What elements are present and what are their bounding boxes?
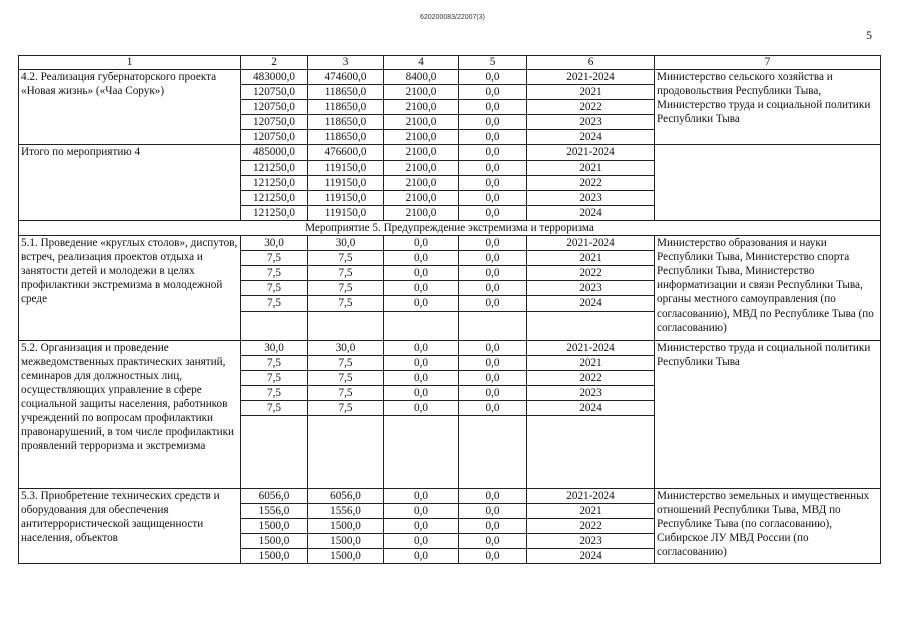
value-cell: 2021-2024 <box>527 145 655 160</box>
header-cell: 2 <box>241 56 308 70</box>
value-cell: 7,5 <box>308 281 384 296</box>
value-cell: 118650,0 <box>308 85 384 100</box>
empty-cell <box>384 415 459 488</box>
value-cell: 119150,0 <box>308 190 384 205</box>
value-cell: 2023 <box>527 190 655 205</box>
value-cell: 7,5 <box>308 355 384 370</box>
value-cell: 120750,0 <box>241 85 308 100</box>
value-cell: 2023 <box>527 115 655 130</box>
value-cell: 2024 <box>527 549 655 564</box>
value-cell: 2024 <box>527 296 655 311</box>
value-cell: 485000,0 <box>241 145 308 160</box>
value-cell: 483000,0 <box>241 70 308 85</box>
value-cell: 118650,0 <box>308 100 384 115</box>
value-cell: 7,5 <box>308 385 384 400</box>
value-cell: 0,0 <box>459 340 527 355</box>
header-cell: 6 <box>527 56 655 70</box>
value-cell: 121250,0 <box>241 205 308 220</box>
value-cell: 0,0 <box>459 266 527 281</box>
value-cell: 0,0 <box>384 296 459 311</box>
value-cell: 476600,0 <box>308 145 384 160</box>
value-cell: 121250,0 <box>241 190 308 205</box>
value-cell: 30,0 <box>241 340 308 355</box>
empty-cell <box>308 415 384 488</box>
value-cell: 2022 <box>527 266 655 281</box>
responsible-executors: Министерство труда и социальной политики Республики Тыва <box>655 340 881 488</box>
value-cell: 2021-2024 <box>527 70 655 85</box>
value-cell: 2021-2024 <box>527 488 655 503</box>
value-cell: 0,0 <box>384 400 459 415</box>
value-cell: 2100,0 <box>384 160 459 175</box>
value-cell: 7,5 <box>308 400 384 415</box>
value-cell: 7,5 <box>308 266 384 281</box>
value-cell: 0,0 <box>459 175 527 190</box>
value-cell: 7,5 <box>241 266 308 281</box>
table-row <box>19 145 881 160</box>
header-row <box>19 56 881 70</box>
value-cell: 0,0 <box>459 549 527 564</box>
value-cell: 0,0 <box>384 519 459 534</box>
empty-cell <box>241 311 308 340</box>
value-cell: 30,0 <box>308 236 384 251</box>
value-cell: 2100,0 <box>384 205 459 220</box>
value-cell: 0,0 <box>459 190 527 205</box>
value-cell: 0,0 <box>459 145 527 160</box>
value-cell: 30,0 <box>241 236 308 251</box>
value-cell: 1500,0 <box>308 549 384 564</box>
value-cell: 2022 <box>527 100 655 115</box>
value-cell: 2024 <box>527 205 655 220</box>
value-cell: 0,0 <box>459 205 527 220</box>
value-cell: 0,0 <box>384 340 459 355</box>
value-cell: 0,0 <box>459 385 527 400</box>
header-cell: 5 <box>459 56 527 70</box>
value-cell: 2024 <box>527 130 655 145</box>
value-cell: 0,0 <box>459 236 527 251</box>
value-cell: 0,0 <box>459 488 527 503</box>
value-cell: 0,0 <box>459 85 527 100</box>
empty-cell <box>241 415 308 488</box>
value-cell: 0,0 <box>384 236 459 251</box>
value-cell: 2021 <box>527 251 655 266</box>
header-cell: 7 <box>655 56 881 70</box>
value-cell: 2023 <box>527 534 655 549</box>
header-cell: 4 <box>384 56 459 70</box>
empty-cell <box>527 311 655 340</box>
value-cell: 2021-2024 <box>527 340 655 355</box>
value-cell: 7,5 <box>241 355 308 370</box>
value-cell: 2100,0 <box>384 100 459 115</box>
value-cell: 118650,0 <box>308 130 384 145</box>
value-cell: 121250,0 <box>241 175 308 190</box>
value-cell: 7,5 <box>241 370 308 385</box>
value-cell: 1556,0 <box>241 504 308 519</box>
section-title: Мероприятие 5. Предупреждение экстремизма и терроризма <box>19 220 881 235</box>
value-cell: 7,5 <box>308 296 384 311</box>
value-cell: 2023 <box>527 385 655 400</box>
empty-cell <box>527 415 655 488</box>
measure-name: Итого по мероприятию 4 <box>19 145 241 220</box>
table-row <box>19 340 881 355</box>
measure-name: 4.2. Реализация губернаторского проекта «Новая жизнь» («Чаа Сорук») <box>19 70 241 145</box>
value-cell: 7,5 <box>241 296 308 311</box>
value-cell: 2021 <box>527 355 655 370</box>
value-cell: 1500,0 <box>241 534 308 549</box>
page-number: 5 <box>866 28 872 42</box>
table-row <box>19 70 881 85</box>
value-cell: 0,0 <box>459 519 527 534</box>
table-row <box>19 236 881 251</box>
value-cell: 2022 <box>527 175 655 190</box>
value-cell: 0,0 <box>459 281 527 296</box>
value-cell: 2023 <box>527 281 655 296</box>
value-cell: 30,0 <box>308 340 384 355</box>
value-cell: 0,0 <box>384 488 459 503</box>
value-cell: 0,0 <box>459 370 527 385</box>
value-cell: 0,0 <box>459 251 527 266</box>
empty-cell <box>308 311 384 340</box>
measure-name: 5.1. Проведение «круглых столов», диспутов, встреч, реализация проектов отдыха и занятости детей и молодежи в целях профилактики экстремизма в молодежной среде <box>19 236 241 340</box>
value-cell: 0,0 <box>384 281 459 296</box>
value-cell: 0,0 <box>384 385 459 400</box>
table-row <box>19 488 881 503</box>
value-cell: 120750,0 <box>241 100 308 115</box>
value-cell: 1500,0 <box>308 519 384 534</box>
value-cell: 120750,0 <box>241 115 308 130</box>
measure-name: 5.3. Приобретение технических средств и оборудования для обеспечения антитеррористической защищенности населения, объектов <box>19 488 241 563</box>
value-cell: 0,0 <box>459 130 527 145</box>
value-cell: 0,0 <box>384 549 459 564</box>
empty-cell <box>384 311 459 340</box>
value-cell: 121250,0 <box>241 160 308 175</box>
value-cell: 0,0 <box>459 355 527 370</box>
document-id: 620200083/22007(3) <box>419 14 485 21</box>
value-cell: 0,0 <box>384 534 459 549</box>
value-cell: 0,0 <box>459 70 527 85</box>
value-cell: 0,0 <box>384 251 459 266</box>
value-cell: 2021-2024 <box>527 236 655 251</box>
value-cell: 2021 <box>527 160 655 175</box>
empty-cell <box>459 311 527 340</box>
value-cell: 0,0 <box>459 100 527 115</box>
value-cell: 6056,0 <box>308 488 384 503</box>
budget-table <box>18 55 881 564</box>
value-cell: 6056,0 <box>241 488 308 503</box>
value-cell: 2100,0 <box>384 175 459 190</box>
value-cell: 0,0 <box>384 355 459 370</box>
value-cell: 0,0 <box>459 400 527 415</box>
value-cell: 1500,0 <box>241 549 308 564</box>
value-cell: 2100,0 <box>384 145 459 160</box>
value-cell: 1500,0 <box>241 519 308 534</box>
responsible-executors <box>655 145 881 220</box>
header-cell: 1 <box>19 56 241 70</box>
value-cell: 2100,0 <box>384 130 459 145</box>
value-cell: 0,0 <box>459 115 527 130</box>
value-cell: 2100,0 <box>384 85 459 100</box>
value-cell: 118650,0 <box>308 115 384 130</box>
value-cell: 2021 <box>527 85 655 100</box>
value-cell: 119150,0 <box>308 160 384 175</box>
value-cell: 120750,0 <box>241 130 308 145</box>
measure-name: 5.2. Организация и проведение межведомственных практических занятий, семинаров для должностных лиц, осуществляющих управление в сфере социальной защиты населения, работников учреждений по вопросам профилактики правонарушений, в том числе профилактики проявлений терроризма и экстремизма <box>19 340 241 488</box>
value-cell: 7,5 <box>308 251 384 266</box>
empty-cell <box>459 415 527 488</box>
value-cell: 2022 <box>527 370 655 385</box>
responsible-executors: Министерство образования и науки Республики Тыва, Министерство спорта Республики Тыва, Министерство информатизации и связи Республики Тыва, органы местного самоуправления (по согласованию), МВД по Республике Тыва (по согласованию) <box>655 236 881 340</box>
value-cell: 0,0 <box>459 296 527 311</box>
value-cell: 0,0 <box>459 504 527 519</box>
value-cell: 7,5 <box>308 370 384 385</box>
value-cell: 1500,0 <box>308 534 384 549</box>
value-cell: 2100,0 <box>384 115 459 130</box>
section-row <box>19 220 881 235</box>
value-cell: 1556,0 <box>308 504 384 519</box>
value-cell: 2022 <box>527 519 655 534</box>
value-cell: 7,5 <box>241 400 308 415</box>
value-cell: 0,0 <box>384 504 459 519</box>
value-cell: 119150,0 <box>308 205 384 220</box>
value-cell: 0,0 <box>384 266 459 281</box>
responsible-executors: Министерство сельского хозяйства и продовольствия Республики Тыва, Министерство труда и социальной политики Республики Тыва <box>655 70 881 145</box>
value-cell: 119150,0 <box>308 175 384 190</box>
value-cell: 7,5 <box>241 281 308 296</box>
value-cell: 0,0 <box>384 370 459 385</box>
responsible-executors: Министерство земельных и имущественных отношений Республики Тыва, МВД по Республике Тыва (по согласованию), Сибирское ЛУ МВД России (по согласованию) <box>655 488 881 563</box>
header-cell: 3 <box>308 56 384 70</box>
value-cell: 7,5 <box>241 385 308 400</box>
value-cell: 8400,0 <box>384 70 459 85</box>
value-cell: 2024 <box>527 400 655 415</box>
value-cell: 0,0 <box>459 160 527 175</box>
value-cell: 2100,0 <box>384 190 459 205</box>
value-cell: 474600,0 <box>308 70 384 85</box>
value-cell: 2021 <box>527 504 655 519</box>
value-cell: 7,5 <box>241 251 308 266</box>
value-cell: 0,0 <box>459 534 527 549</box>
